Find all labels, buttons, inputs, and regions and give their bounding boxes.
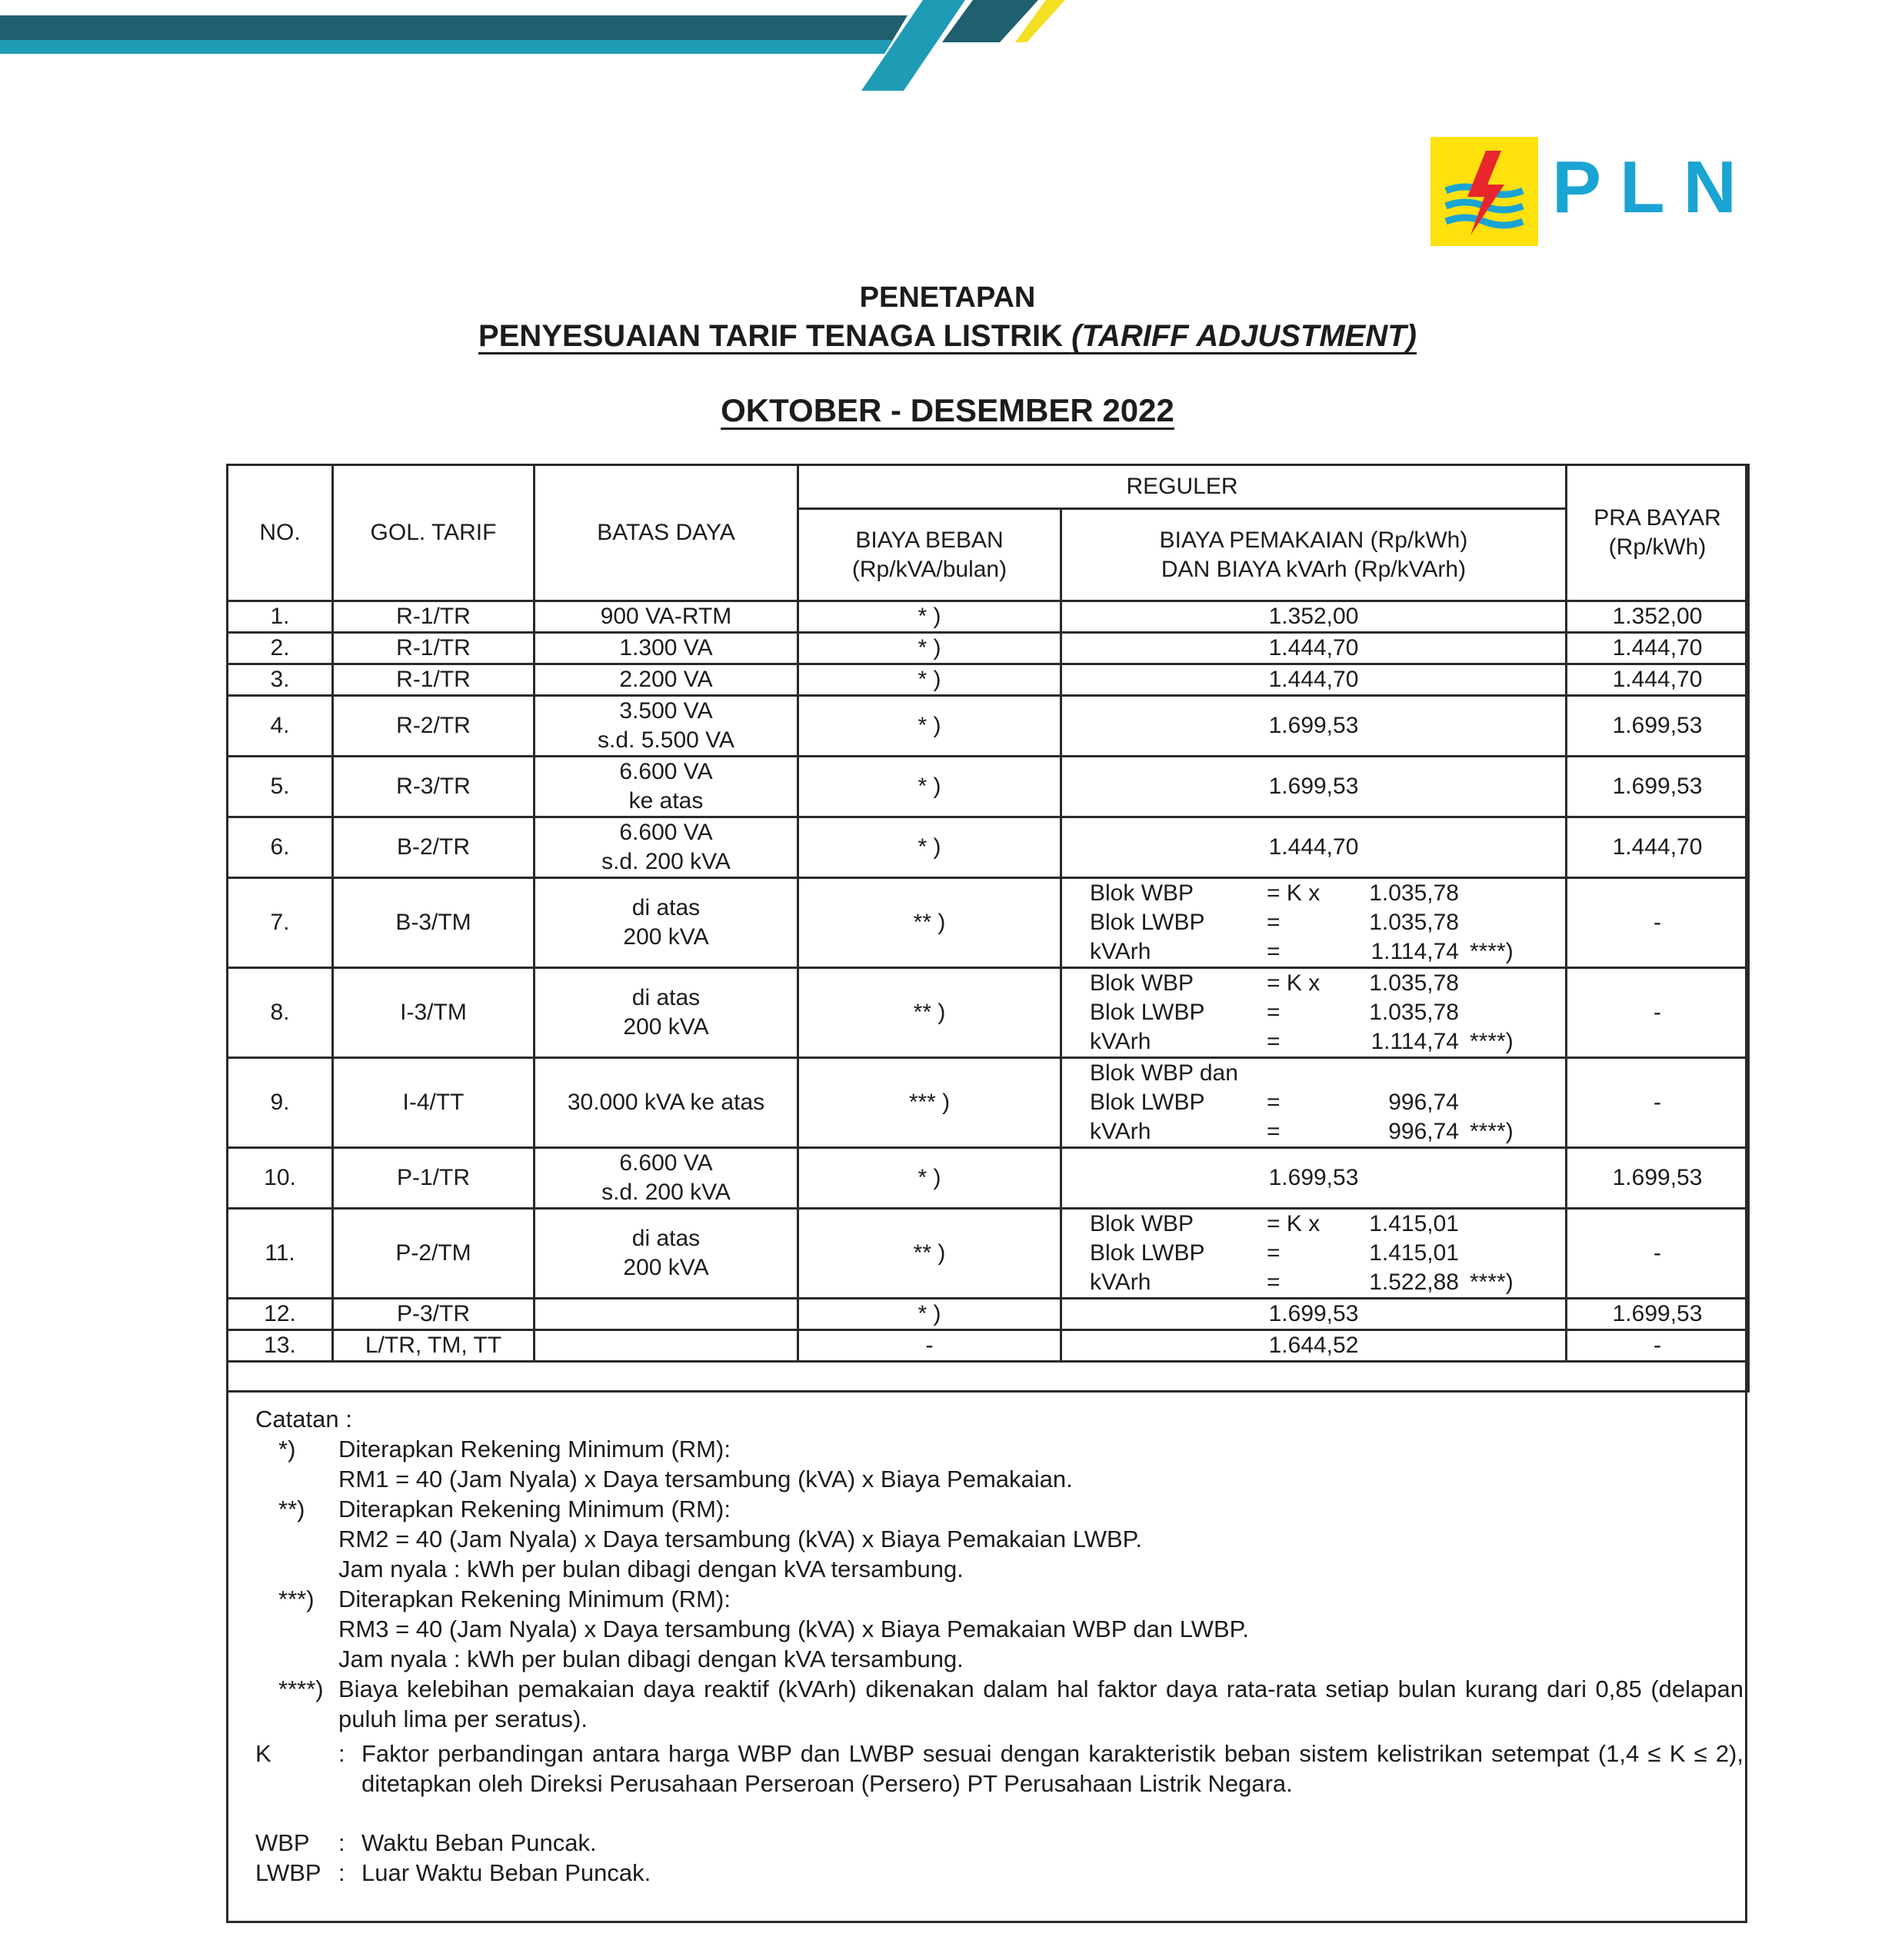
- note-item: [255, 1494, 1743, 1584]
- blok-eq: =: [1267, 1029, 1281, 1054]
- cell-batas-daya: [535, 968, 798, 1058]
- blok-value: 1.522,88: [1369, 1270, 1459, 1295]
- cell-pra-bayar: -: [1567, 968, 1749, 1058]
- cell-biaya-pemakaian: 1.699,53: [1061, 696, 1567, 757]
- cell-no: 6.: [228, 817, 333, 878]
- note-k: K : Faktor perbandingan antara harga WBP dan LWBP sesuai dengan karakteristik beban sistem kelistrikan setempat (1,4 ≤ K ≤ 2), ditetapkan oleh Direksi Perusahaan Perseroan (Persero) PT Perusahaan Listrik Negara.: [255, 1740, 1743, 1797]
- cell-batas-daya: [535, 1209, 798, 1299]
- note-text: [338, 1674, 1743, 1734]
- cell-pra-bayar: 1.699,53: [1567, 757, 1749, 817]
- blok-value: 1.114,74: [1370, 939, 1459, 964]
- batas-daya-line1: 3.500 VA: [619, 698, 713, 724]
- note-def: LWBP : Luar Waktu Beban Puncak.: [255, 1858, 1743, 1888]
- blok-star: [1459, 1210, 1520, 1239]
- blok-eq: =: [1267, 939, 1281, 964]
- table-row: [228, 696, 1749, 757]
- cell-no: 13.: [228, 1330, 333, 1362]
- batas-daya-line1: 2.200 VA: [619, 667, 713, 692]
- blok-star: ****): [1470, 1119, 1514, 1144]
- note-k-text: Faktor perbandingan antara harga WBP dan LWBP sesuai dengan karakteristik beban sistem kelistrikan setempat (1,4 ≤ K ≤ 2), ditetapkan oleh Direksi Perusahaan Perseroan (Persero) PT Perusahaan Listrik Negara.: [361, 1740, 1743, 1797]
- notes-heading: Catatan :: [255, 1406, 352, 1433]
- cell-gol-tarif: P-3/TR: [333, 1299, 535, 1330]
- blok-value: 1.035,78: [1369, 1000, 1459, 1025]
- cell-pra-bayar: 1.444,70: [1567, 633, 1749, 664]
- cell-biaya-beban: *** ): [798, 1058, 1061, 1148]
- cell-biaya-pemakaian: 1.699,53: [1061, 757, 1567, 817]
- cell-biaya-pemakaian: 1.352,00: [1061, 601, 1567, 633]
- blok-label: Blok LWBP: [1090, 1000, 1205, 1025]
- blok-star: ****): [1470, 1029, 1514, 1054]
- blok-value: 1.415,01: [1369, 1240, 1459, 1266]
- blok-star: ****): [1470, 1270, 1514, 1295]
- cell-biaya-pemakaian: 1.644,52: [1061, 1330, 1567, 1362]
- blok-label: Blok WBP: [1090, 1211, 1194, 1236]
- cell-pra-bayar: 1.699,53: [1567, 1299, 1749, 1330]
- cell-batas-daya: [535, 633, 798, 664]
- cell-biaya-beban: * ): [798, 633, 1061, 664]
- note-line: Diterapkan Rekening Minimum (RM):: [338, 1586, 731, 1612]
- table-row: [228, 1209, 1749, 1299]
- batas-daya-line2: s.d. 5.500 VA: [598, 727, 734, 753]
- blok-star: [1459, 1239, 1520, 1268]
- batas-daya-line2: s.d. 200 kVA: [601, 1180, 731, 1205]
- note-mark: *): [278, 1436, 296, 1463]
- doc-subtitle: PENYESUAIAN TARIF TENAGA LISTRIK (TARIFF ADJUSTMENT): [478, 319, 1417, 353]
- table-row: [228, 633, 1749, 664]
- cell-batas-daya: [535, 1299, 798, 1330]
- note-line: Jam nyala : kWh per bulan dibagi dengan kVA tersambung.: [338, 1646, 964, 1672]
- blok-eq: =: [1267, 1119, 1281, 1144]
- cell-no: 5.: [228, 757, 333, 817]
- cell-gol-tarif: B-2/TR: [333, 817, 535, 878]
- note-def-text: Waktu Beban Puncak.: [361, 1829, 597, 1856]
- cell-batas-daya: [535, 1330, 798, 1362]
- cell-biaya-beban: * ): [798, 757, 1061, 817]
- table-row: [228, 1058, 1749, 1148]
- blok-label: kVArh: [1090, 1119, 1151, 1144]
- cell-no: 3.: [228, 664, 333, 696]
- batas-daya-line2: 200 kVA: [623, 1014, 709, 1040]
- note-line: Biaya kelebihan pemakaian daya reaktif (kVArh) dikenakan dalam hal faktor daya rata-rata setiap bulan kurang dari 0,85 (delapan puluh lima per seratus).: [338, 1675, 1743, 1732]
- batas-daya-line2: 200 kVA: [623, 924, 709, 950]
- cell-batas-daya: [535, 757, 798, 817]
- note-line: Diterapkan Rekening Minimum (RM):: [338, 1436, 731, 1463]
- blok-grid: [1067, 1059, 1560, 1146]
- cell-no: 11.: [228, 1209, 333, 1299]
- blok-grid: [1067, 969, 1560, 1057]
- notes-section: [255, 1404, 1743, 1888]
- table-row: [228, 817, 1749, 878]
- pln-logo-text: PLN: [1552, 146, 1755, 228]
- blok-value: 1.415,01: [1369, 1211, 1459, 1236]
- cell-biaya-pemakaian: [1061, 968, 1567, 1058]
- header-no: NO.: [228, 465, 333, 601]
- cell-gol-tarif: R-1/TR: [333, 633, 535, 664]
- batas-daya-line1: 6.600 VA: [619, 1150, 713, 1176]
- cell-batas-daya: [535, 878, 798, 968]
- table-row: [228, 664, 1749, 696]
- note-line: Jam nyala : kWh per bulan dibagi dengan kVA tersambung.: [338, 1556, 964, 1582]
- doc-period: OKTOBER - DESEMBER 2022: [721, 392, 1174, 428]
- cell-no: 8.: [228, 968, 333, 1058]
- batas-daya-line2: ke atas: [628, 788, 704, 814]
- batas-daya-line1: di atas: [631, 895, 701, 920]
- blok-head: Blok WBP dan: [1090, 1060, 1238, 1086]
- header-banner: [0, 0, 1077, 100]
- cell-biaya-pemakaian: [1061, 878, 1567, 968]
- blok-eq: = K x: [1267, 880, 1321, 906]
- cell-batas-daya: [535, 696, 798, 757]
- cell-biaya-beban: * ): [798, 817, 1061, 878]
- cell-no: 9.: [228, 1058, 333, 1148]
- note-def-text: Luar Waktu Beban Puncak.: [361, 1859, 651, 1886]
- blok-label: Blok LWBP: [1090, 1240, 1205, 1266]
- cell-pra-bayar: 1.699,53: [1567, 1148, 1749, 1209]
- cell-biaya-beban: * ): [798, 1148, 1061, 1209]
- blok-label: kVArh: [1090, 1029, 1151, 1054]
- blok-value: 996,74: [1388, 1119, 1459, 1144]
- batas-daya-line1: 6.600 VA: [619, 820, 713, 845]
- blok-star: [1459, 998, 1520, 1027]
- cell-pra-bayar: -: [1567, 1330, 1749, 1362]
- table-row: [228, 601, 1749, 633]
- batas-daya-line2: 200 kVA: [623, 1255, 709, 1280]
- cell-pra-bayar: -: [1567, 1058, 1749, 1148]
- table-row: [228, 1330, 1749, 1362]
- cell-biaya-pemakaian: 1.444,70: [1061, 633, 1567, 664]
- cell-biaya-beban: ** ): [798, 968, 1061, 1058]
- cell-biaya-beban: ** ): [798, 1209, 1061, 1299]
- blok-star: [1459, 1088, 1520, 1117]
- note-def: WBP : Waktu Beban Puncak.: [255, 1828, 1743, 1858]
- table-spacer-row: [228, 1362, 1749, 1392]
- header-gol-tarif: GOL. TARIF: [333, 465, 535, 601]
- cell-batas-daya: [535, 1058, 798, 1148]
- cell-biaya-beban: * ): [798, 664, 1061, 696]
- blok-label: Blok WBP: [1090, 880, 1194, 906]
- cell-gol-tarif: I-3/TM: [333, 968, 535, 1058]
- table-row: [228, 968, 1749, 1058]
- cell-gol-tarif: L/TR, TM, TT: [333, 1330, 535, 1362]
- blok-value: 1.035,78: [1369, 880, 1459, 906]
- table-row: [228, 757, 1749, 817]
- note-def-label: WBP: [255, 1829, 310, 1856]
- batas-daya-line1: 900 VA-RTM: [600, 604, 732, 629]
- cell-biaya-pemakaian: [1061, 1058, 1567, 1148]
- note-line: RM1 = 40 (Jam Nyala) x Daya tersambung (kVA) x Biaya Pemakaian.: [338, 1466, 1073, 1492]
- batas-daya-line1: 1.300 VA: [619, 635, 713, 661]
- note-text: [338, 1494, 1743, 1584]
- blok-value: 1.114,74: [1370, 1029, 1459, 1054]
- note-def-label: LWBP: [255, 1859, 321, 1886]
- blok-eq: =: [1267, 910, 1281, 935]
- batas-daya-line1: di atas: [631, 1226, 701, 1251]
- cell-no: 1.: [228, 601, 333, 633]
- note-line: RM3 = 40 (Jam Nyala) x Daya tersambung (kVA) x Biaya Pemakaian WBP dan LWBP.: [338, 1616, 1249, 1642]
- note-mark: **): [278, 1496, 305, 1522]
- cell-pra-bayar: 1.352,00: [1567, 601, 1749, 633]
- cell-biaya-pemakaian: 1.699,53: [1061, 1148, 1567, 1209]
- blok-eq: = K x: [1267, 1211, 1321, 1236]
- blok-star: [1459, 879, 1520, 908]
- cell-batas-daya: [535, 1148, 798, 1209]
- cell-batas-daya: [535, 817, 798, 878]
- cell-gol-tarif: R-1/TR: [333, 664, 535, 696]
- blok-label: Blok LWBP: [1090, 1090, 1205, 1115]
- batas-daya-line2: s.d. 200 kVA: [601, 849, 731, 874]
- tariff-table: [226, 464, 1750, 1393]
- blok-grid: [1067, 879, 1560, 967]
- pln-logo: [1430, 137, 1755, 246]
- cell-biaya-beban: * ): [798, 1299, 1061, 1330]
- note-line: RM2 = 40 (Jam Nyala) x Daya tersambung (kVA) x Biaya Pemakaian LWBP.: [338, 1526, 1142, 1552]
- blok-eq: = K x: [1267, 970, 1321, 996]
- cell-biaya-pemakaian: 1.444,70: [1061, 817, 1567, 878]
- blok-label: Blok WBP: [1090, 970, 1194, 996]
- cell-pra-bayar: -: [1567, 878, 1749, 968]
- blok-eq: =: [1267, 1090, 1281, 1115]
- blok-star: [1459, 969, 1520, 998]
- header-batas-daya: BATAS DAYA: [535, 465, 798, 601]
- blok-eq: =: [1267, 1240, 1281, 1266]
- blok-label: kVArh: [1090, 939, 1151, 964]
- cell-no: 12.: [228, 1299, 333, 1330]
- cell-gol-tarif: P-2/TM: [333, 1209, 535, 1299]
- blok-grid: [1067, 1210, 1560, 1297]
- cell-gol-tarif: R-3/TR: [333, 757, 535, 817]
- cell-pra-bayar: 1.699,53: [1567, 696, 1749, 757]
- blok-value: 1.035,78: [1369, 970, 1459, 996]
- cell-pra-bayar: -: [1567, 1209, 1749, 1299]
- cell-biaya-beban: -: [798, 1330, 1061, 1362]
- cell-gol-tarif: I-4/TT: [333, 1058, 535, 1148]
- header-reguler: REGULER: [798, 465, 1567, 509]
- cell-gol-tarif: R-1/TR: [333, 601, 535, 633]
- note-mark: ***): [278, 1586, 315, 1612]
- pln-lightning-icon: [1430, 137, 1538, 246]
- cell-biaya-beban: * ): [798, 696, 1061, 757]
- header-biaya-beban: BIAYA BEBAN (Rp/kVA/bulan): [798, 509, 1061, 601]
- table-row: [228, 1148, 1749, 1209]
- cell-no: 2.: [228, 633, 333, 664]
- cell-biaya-beban: ** ): [798, 878, 1061, 968]
- header-pra-bayar: PRA BAYAR (Rp/kWh): [1567, 465, 1749, 601]
- cell-pra-bayar: 1.444,70: [1567, 664, 1749, 696]
- batas-daya-line1: 6.600 VA: [619, 759, 713, 784]
- blok-value: 1.035,78: [1369, 910, 1459, 935]
- note-mark: ****): [278, 1675, 324, 1702]
- note-line: Diterapkan Rekening Minimum (RM):: [338, 1496, 731, 1522]
- note-item: [255, 1584, 1743, 1674]
- blok-value: 996,74: [1388, 1090, 1459, 1115]
- cell-biaya-pemakaian: 1.444,70: [1061, 664, 1567, 696]
- note-k-label: K: [255, 1740, 271, 1767]
- cell-batas-daya: [535, 664, 798, 696]
- cell-pra-bayar: 1.444,70: [1567, 817, 1749, 878]
- blok-eq: =: [1267, 1270, 1281, 1295]
- doc-title: PENETAPAN: [859, 281, 1036, 314]
- cell-gol-tarif: P-1/TR: [333, 1148, 535, 1209]
- cell-biaya-pemakaian: [1061, 1209, 1567, 1299]
- batas-daya-line1: 30.000 kVA ke atas: [567, 1090, 765, 1115]
- note-item: [255, 1674, 1743, 1734]
- note-item: [255, 1434, 1743, 1494]
- batas-daya-line1: di atas: [631, 985, 701, 1010]
- table-row: [228, 1299, 1749, 1330]
- cell-gol-tarif: R-2/TR: [333, 696, 535, 757]
- cell-biaya-pemakaian: 1.699,53: [1061, 1299, 1567, 1330]
- cell-biaya-beban: * ): [798, 601, 1061, 633]
- table-row: [228, 878, 1749, 968]
- cell-gol-tarif: B-3/TM: [333, 878, 535, 968]
- cell-no: 10.: [228, 1148, 333, 1209]
- note-text: [338, 1584, 1743, 1674]
- note-text: [338, 1434, 1743, 1494]
- blok-label: kVArh: [1090, 1270, 1151, 1295]
- blok-eq: =: [1267, 1000, 1281, 1025]
- cell-no: 7.: [228, 878, 333, 968]
- cell-no: 4.: [228, 696, 333, 757]
- cell-batas-daya: [535, 601, 798, 633]
- blok-star: [1459, 908, 1520, 937]
- blok-label: Blok LWBP: [1090, 910, 1205, 935]
- blok-star: ****): [1470, 939, 1514, 964]
- header-biaya-pemakaian: BIAYA PEMAKAIAN (Rp/kWh) DAN BIAYA kVArh (Rp/kVArh): [1061, 509, 1567, 601]
